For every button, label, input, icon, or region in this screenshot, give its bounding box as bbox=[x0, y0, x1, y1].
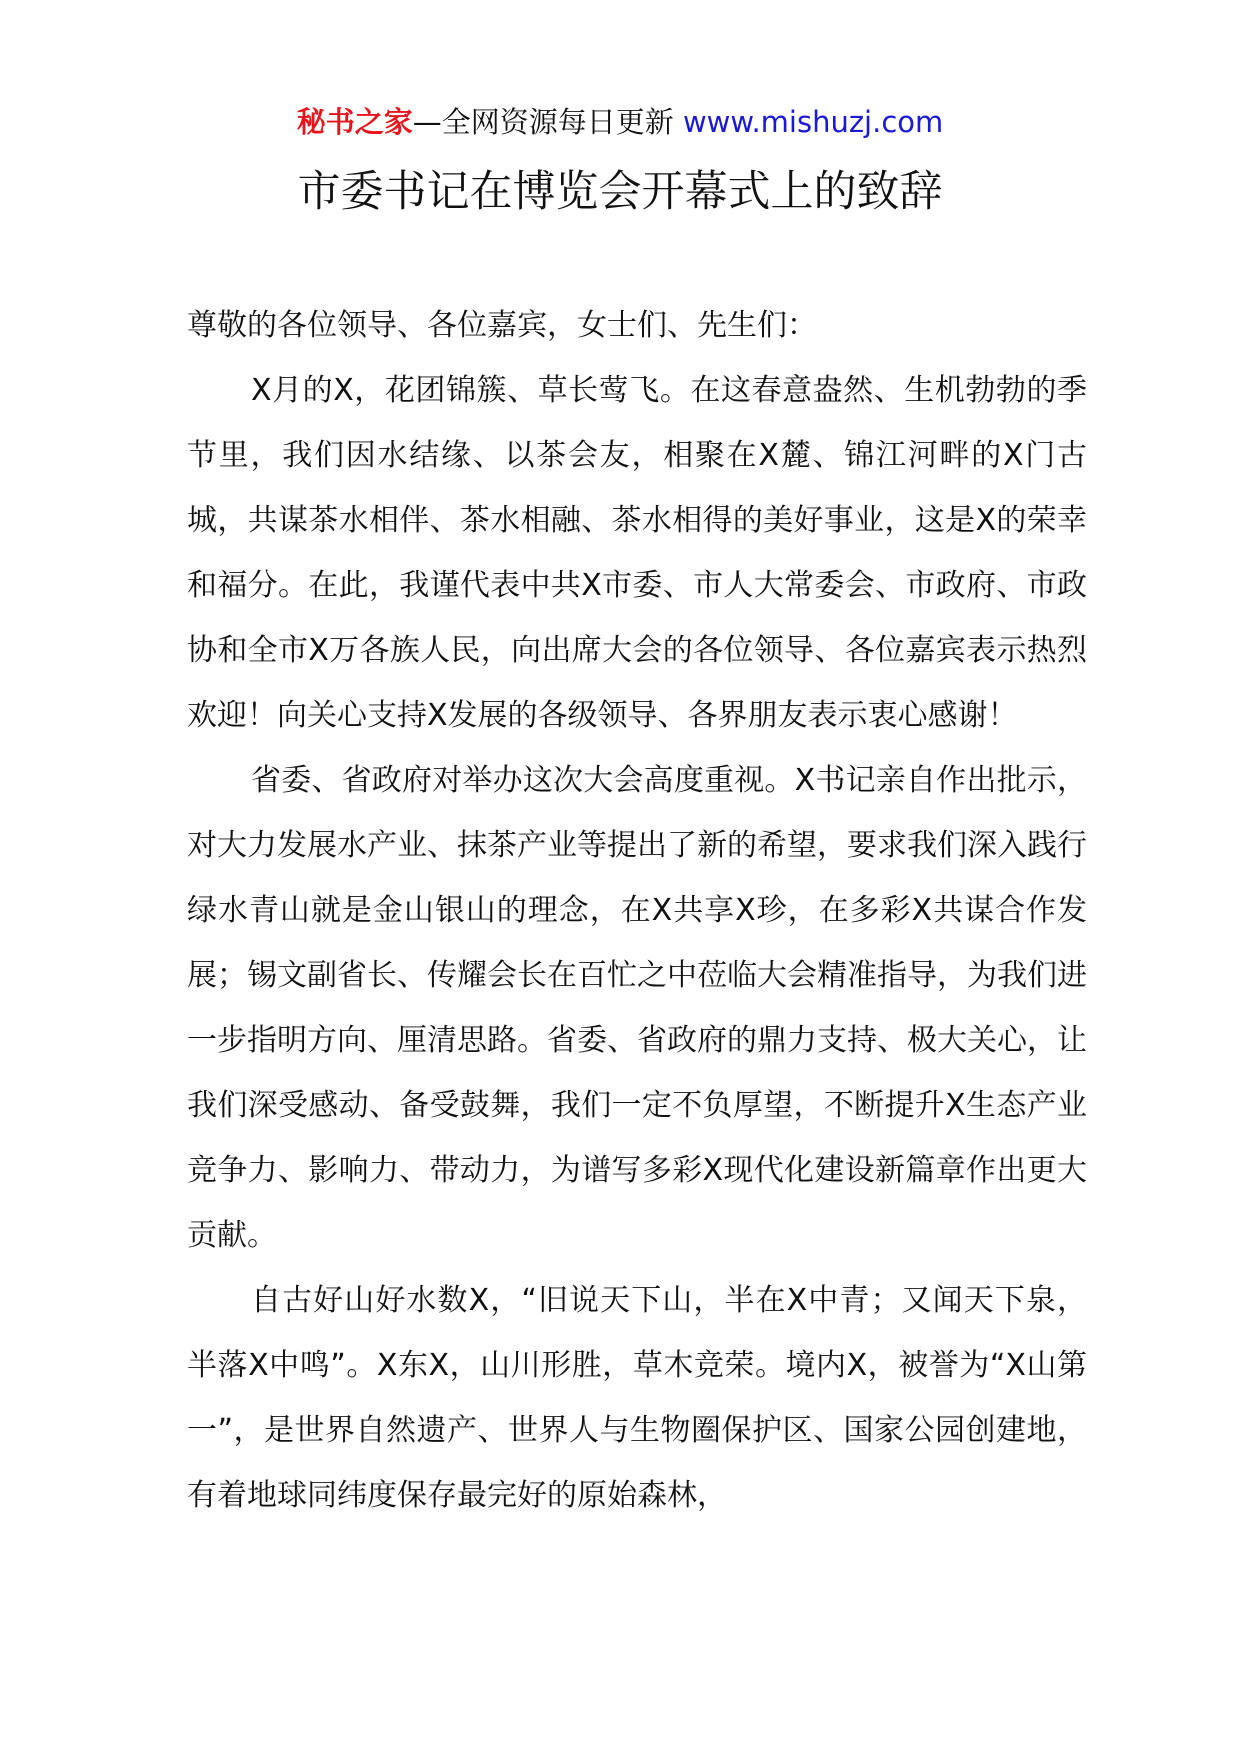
header-slogan: —全网资源每日更新 bbox=[412, 105, 674, 139]
document-title: 市委书记在博览会开幕式上的致辞 bbox=[297, 167, 943, 217]
salutation: 尊敬的各位领导、各位嘉宾，女士们、先生们： bbox=[187, 308, 817, 343]
paragraph: 自古好山好水数X，“旧说天下山，半在X中青；又闻天下泉，半落X中鸣”。X东X，山川形胜，草木竞荣。境内X，被誉为“X山第一”，是世界自然遗产、世界人与生物圈保护区、国家公园创建地，有着地球同纬度保存最完好的原始森林， bbox=[187, 1283, 1087, 1513]
paragraph: 省委、省政府对举办这次大会高度重视。X书记亲自作出批示，对大力发展水产业、抹茶产业等提出了新的希望，要求我们深入践行绿水青山就是金山银山的理念，在X共享X珍，在多彩X共谋合作发展；锡文副省长、传耀会长在百忙之中莅临大会精准指导，为我们进一步指明方向、厘清思路。省委、省政府的鼎力支持、极大关心，让我们深受感动、备受鼓舞，我们一定不负厚望，不断提升X生态产业竞争力、影响力、带动力，为谱写多彩X现代化建设新篇章作出更大贡献。 bbox=[187, 763, 1087, 1253]
document-body bbox=[187, 293, 1087, 1528]
site-header bbox=[0, 100, 1240, 144]
site-url-link[interactable]: www.mishuzj.com bbox=[682, 105, 944, 139]
paragraph: X月的X，花团锦簇、草长莺飞。在这春意盎然、生机勃勃的季节里，我们因水结缘、以茶会友，相聚在X麓、锦江河畔的X门古城，共谋茶水相伴、茶水相融、茶水相得的美好事业，这是X的荣幸和福分。在此，我谨代表中共X市委、市人大常委会、市政府、市政协和全市X万各族人民，向出席大会的各位领导、各位嘉宾表示热烈欢迎！向关心支持X发展的各级领导、各界朋友表示衷心感谢！ bbox=[187, 373, 1087, 733]
brand-name: 秘书之家 bbox=[296, 105, 413, 139]
